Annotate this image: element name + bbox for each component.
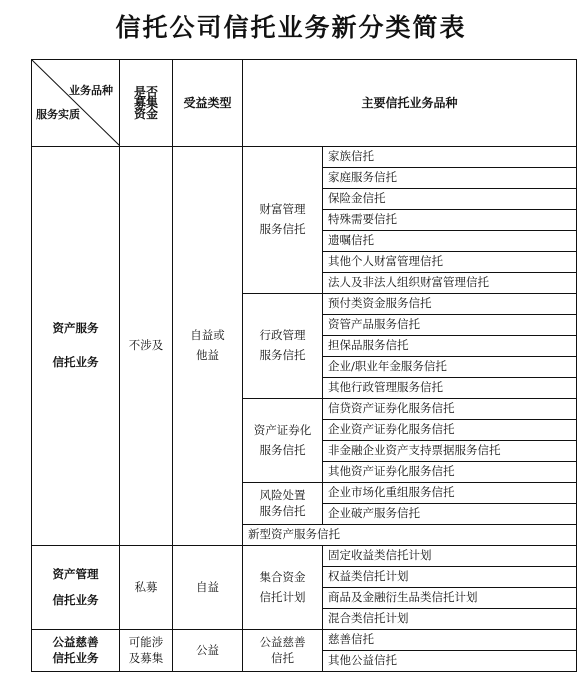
page-title: 信托公司信托业务新分类简表 bbox=[115, 13, 467, 42]
product-item: 法人及非法人组织财富管理信托 bbox=[323, 273, 577, 294]
beneficiary-asset-management: 自益 bbox=[173, 546, 243, 630]
product-item: 预付类资金服务信托 bbox=[323, 294, 577, 315]
product-item: 企业市场化重组服务信托 bbox=[323, 483, 577, 504]
header-beneficiary: 受益类型 bbox=[173, 60, 243, 147]
diagonal-header-cell bbox=[32, 60, 120, 147]
product-item: 权益类信托计划 bbox=[323, 567, 577, 588]
fundraising-asset-management: 私募 bbox=[120, 546, 173, 630]
header-products: 主要信托业务品种 bbox=[243, 60, 577, 147]
header-business-variety: 业务品种 bbox=[69, 84, 113, 97]
product-item: 商品及金融衍生品类信托计划 bbox=[323, 588, 577, 609]
beneficiary-asset-service: 自益或 他益 bbox=[173, 147, 243, 546]
new-type-asset-service: 新型资产服务信托 bbox=[243, 525, 577, 546]
header-fundraising: 是否 募集 资金 bbox=[120, 60, 173, 147]
product-item: 信贷资产证券化服务信托 bbox=[323, 399, 577, 420]
product-item: 固定收益类信托计划 bbox=[323, 546, 577, 567]
product-item: 特殊需要信托 bbox=[323, 210, 577, 231]
group-charity: 公益慈善 信托 bbox=[243, 630, 323, 672]
product-item: 混合类信托计划 bbox=[323, 609, 577, 630]
header-row bbox=[32, 60, 577, 147]
product-item: 企业/职业年金服务信托 bbox=[323, 357, 577, 378]
group-asset-securitization: 资产证券化 服务信托 bbox=[243, 399, 323, 483]
group-collective-fund: 集合资金 信托计划 bbox=[243, 546, 323, 630]
product-item: 企业资产证券化服务信托 bbox=[323, 420, 577, 441]
product-item: 家族信托 bbox=[323, 147, 577, 168]
product-item: 家庭服务信托 bbox=[323, 168, 577, 189]
fundraising-charity: 可能涉 及募集 bbox=[120, 630, 173, 672]
product-item: 非金融企业资产支持票据服务信托 bbox=[323, 441, 577, 462]
group-wealth-management: 财富管理 服务信托 bbox=[243, 147, 323, 294]
product-item: 企业破产服务信托 bbox=[323, 504, 577, 525]
product-item: 担保品服务信托 bbox=[323, 336, 577, 357]
header-service-nature: 服务实质 bbox=[36, 108, 80, 121]
beneficiary-charity: 公益 bbox=[173, 630, 243, 672]
product-item: 遗嘱信托 bbox=[323, 231, 577, 252]
category-asset-service: 资产服务 信托业务 bbox=[32, 147, 120, 546]
product-item: 其他个人财富管理信托 bbox=[323, 252, 577, 273]
diagonal-line bbox=[32, 60, 120, 146]
product-item: 慈善信托 bbox=[323, 630, 577, 651]
product-item: 资管产品服务信托 bbox=[323, 315, 577, 336]
product-item: 保险金信托 bbox=[323, 189, 577, 210]
group-administrative-management: 行政管理 服务信托 bbox=[243, 294, 323, 399]
product-item: 其他公益信托 bbox=[323, 651, 577, 672]
fundraising-asset-service: 不涉及 bbox=[120, 147, 173, 546]
product-item: 其他资产证券化服务信托 bbox=[323, 462, 577, 483]
category-charity: 公益慈善 信托业务 bbox=[32, 630, 120, 672]
product-item: 其他行政管理服务信托 bbox=[323, 378, 577, 399]
category-asset-management: 资产管理 信托业务 bbox=[32, 546, 120, 630]
classification-table bbox=[31, 59, 577, 672]
group-risk-disposal: 风险处置 服务信托 bbox=[243, 483, 323, 525]
